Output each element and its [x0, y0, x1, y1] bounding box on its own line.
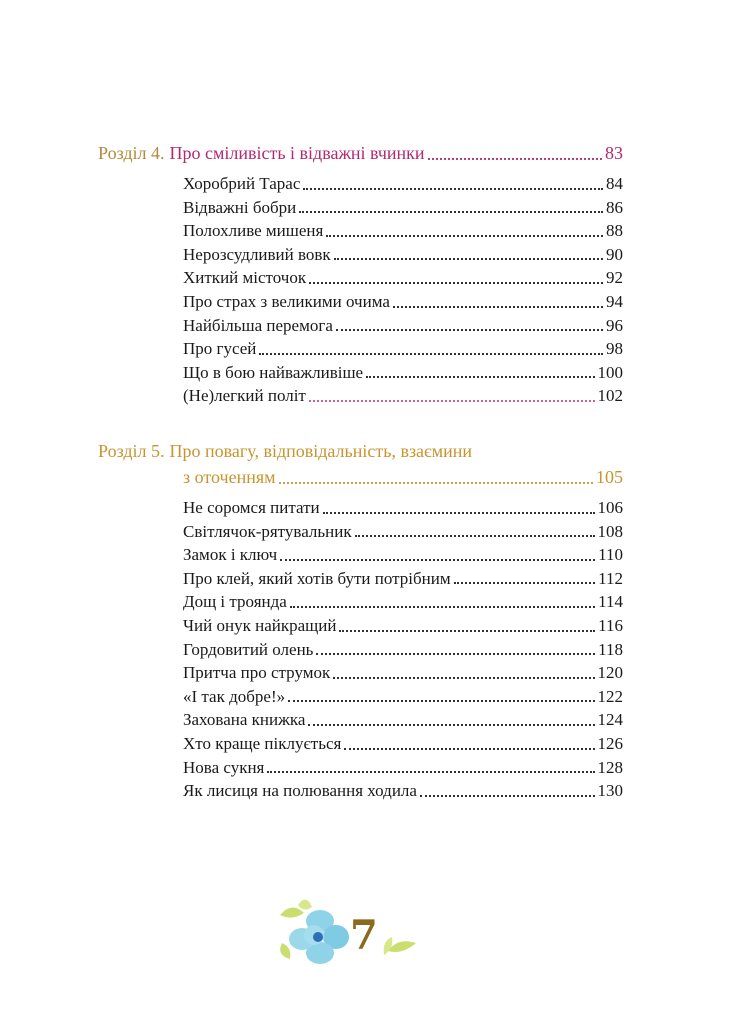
- dot-leader: [309, 281, 603, 284]
- entry-page: 122: [597, 686, 623, 706]
- toc-entry[interactable]: [98, 243, 623, 267]
- toc-entry[interactable]: [98, 543, 623, 567]
- entry-page: 110: [598, 545, 623, 565]
- page-number: 7: [350, 912, 378, 959]
- entry-page: 90: [606, 244, 623, 264]
- dot-leader: [366, 375, 594, 378]
- entry-title: Притча про струмок: [183, 663, 331, 683]
- entry-title: Світлячок-рятувальник: [183, 521, 352, 541]
- dot-leader: [267, 770, 594, 773]
- entry-title: Хоробрий Тарас: [183, 174, 301, 193]
- toc-entry[interactable]: [98, 638, 623, 662]
- toc-entry[interactable]: [98, 196, 623, 220]
- entry-title: Чий онук найкращий: [183, 615, 337, 635]
- footer-decoration: [270, 893, 420, 973]
- dot-leader: [333, 676, 594, 679]
- toc-entry[interactable]: [98, 614, 623, 638]
- chapter-5-heading-line1[interactable]: [98, 438, 623, 464]
- dot-leader: [280, 558, 595, 561]
- entry-page: 94: [606, 291, 623, 311]
- dot-leader: [288, 699, 594, 702]
- entry-page: 106: [597, 498, 623, 517]
- toc-entry[interactable]: [98, 337, 623, 361]
- entry-title: Полохливе мишеня: [183, 221, 324, 241]
- dot-leader: [299, 210, 603, 213]
- dot-leader: [326, 234, 603, 237]
- chapter-label: Розділ 5.: [98, 441, 165, 461]
- dot-leader: [309, 399, 595, 402]
- dot-leader: [259, 352, 603, 355]
- entry-page: 98: [606, 339, 623, 359]
- dot-leader: [420, 794, 595, 797]
- chapter-5-section: [98, 438, 623, 803]
- entry-title: Захована книжка: [183, 710, 306, 730]
- entry-title: Нова сукня: [183, 757, 265, 777]
- entry-title: Відважні бобри: [183, 197, 297, 217]
- entry-title: Про гусей: [183, 339, 257, 359]
- chapter-page: 105: [596, 467, 623, 487]
- toc-entry[interactable]: [98, 567, 623, 591]
- entry-page: 112: [598, 568, 623, 588]
- dot-leader: [355, 534, 595, 537]
- toc-entry[interactable]: [98, 384, 623, 408]
- chapter-title-line1: Про повагу, відповідальність, взаємини: [169, 441, 473, 461]
- toc-entry[interactable]: [98, 520, 623, 544]
- entry-title: Що в бою найважливіше: [183, 362, 364, 382]
- entry-title: Гордовитий олень: [183, 639, 314, 659]
- entry-title: Не соромся питати: [183, 498, 320, 517]
- dot-leader: [308, 723, 594, 726]
- entry-page: 124: [597, 710, 623, 730]
- entry-title: Як лисиця на полювання ходила: [183, 781, 417, 801]
- entry-title: «І так добре!»: [183, 686, 286, 706]
- dot-leader: [339, 629, 595, 632]
- entry-page: 84: [606, 174, 623, 193]
- entry-title: (Не)легкий політ: [183, 386, 306, 406]
- toc-entry[interactable]: [98, 172, 623, 196]
- toc-entry[interactable]: [98, 661, 623, 685]
- entry-page: 116: [598, 615, 623, 635]
- entry-page: 118: [598, 639, 623, 659]
- entry-title: Хто краще піклується: [183, 733, 342, 753]
- toc-entry[interactable]: [98, 685, 623, 709]
- entry-page: 126: [597, 733, 623, 753]
- flower-icon: [270, 893, 420, 973]
- toc-entry[interactable]: [98, 361, 623, 385]
- toc-entry[interactable]: [98, 590, 623, 614]
- entry-page: 88: [606, 221, 623, 241]
- entry-title: Дощ і троянда: [183, 592, 287, 612]
- chapter-4-section: [98, 140, 623, 408]
- entry-page: 100: [597, 362, 623, 382]
- toc-entry[interactable]: [98, 756, 623, 780]
- dot-leader: [303, 187, 603, 190]
- entry-page: 130: [597, 781, 623, 801]
- toc-entry[interactable]: [98, 266, 623, 290]
- toc-entry[interactable]: [98, 290, 623, 314]
- dot-leader: [393, 305, 603, 308]
- entry-page: 108: [597, 521, 623, 541]
- dot-leader: [336, 328, 603, 331]
- entry-title: Нерозсудливий вовк: [183, 244, 331, 264]
- chapter-title: Про сміливість і відважні вчинки: [169, 143, 425, 163]
- entry-title: Про страх з великими очима: [183, 291, 390, 311]
- toc-entry[interactable]: [98, 496, 623, 520]
- entry-page: 128: [597, 757, 623, 777]
- toc-entry[interactable]: [98, 219, 623, 243]
- toc-entry[interactable]: [98, 779, 623, 803]
- entry-page: 86: [606, 197, 623, 217]
- dot-leader: [344, 747, 594, 750]
- dot-leader: [323, 511, 595, 514]
- entry-page: 114: [598, 592, 623, 612]
- entry-title: Про клей, який хотів бути потрібним: [183, 568, 451, 588]
- entry-page: 96: [606, 315, 623, 335]
- dot-leader: [316, 652, 595, 655]
- dot-leader: [428, 157, 602, 160]
- chapter-label: Розділ 4.: [98, 143, 165, 163]
- entry-title: Хиткий місточок: [183, 268, 307, 288]
- entry-title: Замок і ключ: [183, 545, 278, 565]
- dot-leader: [334, 257, 603, 260]
- chapter-title-line2: з оточенням: [183, 467, 276, 487]
- entry-page: 92: [606, 268, 623, 288]
- dot-leader: [279, 481, 593, 484]
- chapter-5-heading-line2[interactable]: [98, 464, 623, 490]
- entry-page: 120: [597, 663, 623, 683]
- dot-leader: [454, 581, 596, 584]
- dot-leader: [290, 605, 595, 608]
- chapter-page: 83: [605, 143, 623, 163]
- toc-entry[interactable]: [98, 732, 623, 756]
- entry-page: 102: [597, 386, 623, 406]
- toc-entry[interactable]: [98, 708, 623, 732]
- chapter-4-heading[interactable]: [98, 140, 623, 166]
- toc-entry[interactable]: [98, 314, 623, 338]
- entry-title: Найбільша перемога: [183, 315, 333, 335]
